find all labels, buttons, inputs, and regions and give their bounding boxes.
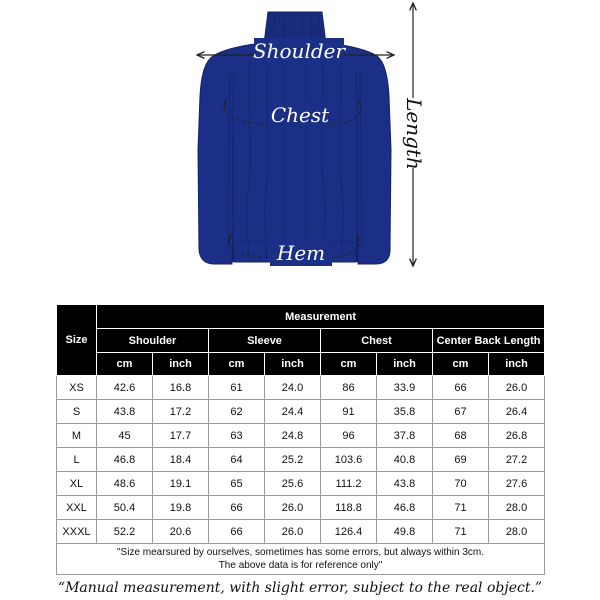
size-chart-table — [56, 304, 545, 575]
hem-label: Hem — [276, 241, 326, 265]
measurement-cell: 118.8 — [321, 496, 377, 520]
measurement-cell: 26.0 — [489, 376, 545, 400]
table-disclaimer — [57, 544, 545, 575]
measurement-cell: 96 — [321, 424, 377, 448]
measurement-cell: 126.4 — [321, 520, 377, 544]
table-row — [57, 472, 545, 496]
measurement-cell: 27.2 — [489, 448, 545, 472]
measurement-cell: 17.2 — [153, 400, 209, 424]
shoulder-label: Shoulder — [252, 39, 346, 63]
measurement-cell: 61 — [209, 376, 265, 400]
measurement-cell: 26.0 — [265, 496, 321, 520]
measurement-cell: 20.6 — [153, 520, 209, 544]
table-row — [57, 400, 545, 424]
measurement-cell: 69 — [433, 448, 489, 472]
unit-header: cm — [321, 353, 377, 376]
measurement-cell: 66 — [209, 496, 265, 520]
group-header: Shoulder — [97, 329, 209, 353]
measurement-cell: 43.8 — [97, 400, 153, 424]
measurement-cell: 26.8 — [489, 424, 545, 448]
group-header: Chest — [321, 329, 433, 353]
measurement-cell: 19.1 — [153, 472, 209, 496]
measurement-cell: 50.4 — [97, 496, 153, 520]
measurement-cell: 28.0 — [489, 520, 545, 544]
measurement-cell: 45 — [97, 424, 153, 448]
measurement-cell: 52.2 — [97, 520, 153, 544]
table-row — [57, 520, 545, 544]
measurement-header: Measurement — [97, 305, 545, 329]
measurement-cell: 28.0 — [489, 496, 545, 520]
measurement-cell: 66 — [433, 376, 489, 400]
size-header: Size — [57, 305, 97, 376]
measurement-cell: 33.9 — [377, 376, 433, 400]
measurement-cell: 37.8 — [377, 424, 433, 448]
disclaimer-line-1: "Size mearsured by ourselves, sometimes has some errors, but always within 3cm. — [117, 547, 485, 558]
measurement-cell: 26.0 — [265, 520, 321, 544]
measurement-cell: 42.6 — [97, 376, 153, 400]
measurement-cell: 18.4 — [153, 448, 209, 472]
unit-header: cm — [433, 353, 489, 376]
measurement-cell: 63 — [209, 424, 265, 448]
size-cell: XL — [57, 472, 97, 496]
measurement-cell: 70 — [433, 472, 489, 496]
measurement-cell: 24.4 — [265, 400, 321, 424]
unit-header: inch — [489, 353, 545, 376]
measurement-cell: 71 — [433, 496, 489, 520]
unit-header: cm — [209, 353, 265, 376]
measurement-cell: 71 — [433, 520, 489, 544]
measurement-cell: 67 — [433, 400, 489, 424]
group-header: Sleeve — [209, 329, 321, 353]
unit-header: inch — [265, 353, 321, 376]
group-header: Center Back Length — [433, 329, 545, 353]
measurement-cell: 103.6 — [321, 448, 377, 472]
measurement-cell: 65 — [209, 472, 265, 496]
measurement-cell: 86 — [321, 376, 377, 400]
measurement-cell: 49.8 — [377, 520, 433, 544]
measurement-cell: 46.8 — [377, 496, 433, 520]
measurement-cell: 48.6 — [97, 472, 153, 496]
sweater-illustration — [0, 0, 600, 290]
measurement-cell: 43.8 — [377, 472, 433, 496]
measurement-cell: 68 — [433, 424, 489, 448]
measurement-cell: 64 — [209, 448, 265, 472]
measurement-cell: 26.4 — [489, 400, 545, 424]
measurement-cell: 16.8 — [153, 376, 209, 400]
measurement-cell: 25.6 — [265, 472, 321, 496]
disclaimer-line-2: The above data is for reference only" — [218, 560, 383, 571]
unit-header: inch — [377, 353, 433, 376]
size-cell: L — [57, 448, 97, 472]
measurement-cell: 24.8 — [265, 424, 321, 448]
unit-header: inch — [153, 353, 209, 376]
unit-header: cm — [97, 353, 153, 376]
measurement-cell: 17.7 — [153, 424, 209, 448]
length-label: Length — [402, 98, 426, 170]
table-row — [57, 424, 545, 448]
size-cell: XS — [57, 376, 97, 400]
measurement-cell: 91 — [321, 400, 377, 424]
measurement-cell: 46.8 — [97, 448, 153, 472]
size-cell: S — [57, 400, 97, 424]
footer-disclaimer: “Manual measurement, with slight error, subject to the real object.” — [57, 580, 543, 596]
table-row — [57, 448, 545, 472]
size-cell: XXXL — [57, 520, 97, 544]
measurement-cell: 62 — [209, 400, 265, 424]
measurement-cell: 40.8 — [377, 448, 433, 472]
chest-label: Chest — [270, 103, 330, 127]
measurement-cell: 35.8 — [377, 400, 433, 424]
measurement-cell: 66 — [209, 520, 265, 544]
measurement-cell: 25.2 — [265, 448, 321, 472]
size-cell: M — [57, 424, 97, 448]
measurement-cell: 27.6 — [489, 472, 545, 496]
measurement-cell: 19.8 — [153, 496, 209, 520]
table-row — [57, 376, 545, 400]
measurement-cell: 111.2 — [321, 472, 377, 496]
measurement-cell: 24.0 — [265, 376, 321, 400]
table-row — [57, 496, 545, 520]
size-cell: XXL — [57, 496, 97, 520]
